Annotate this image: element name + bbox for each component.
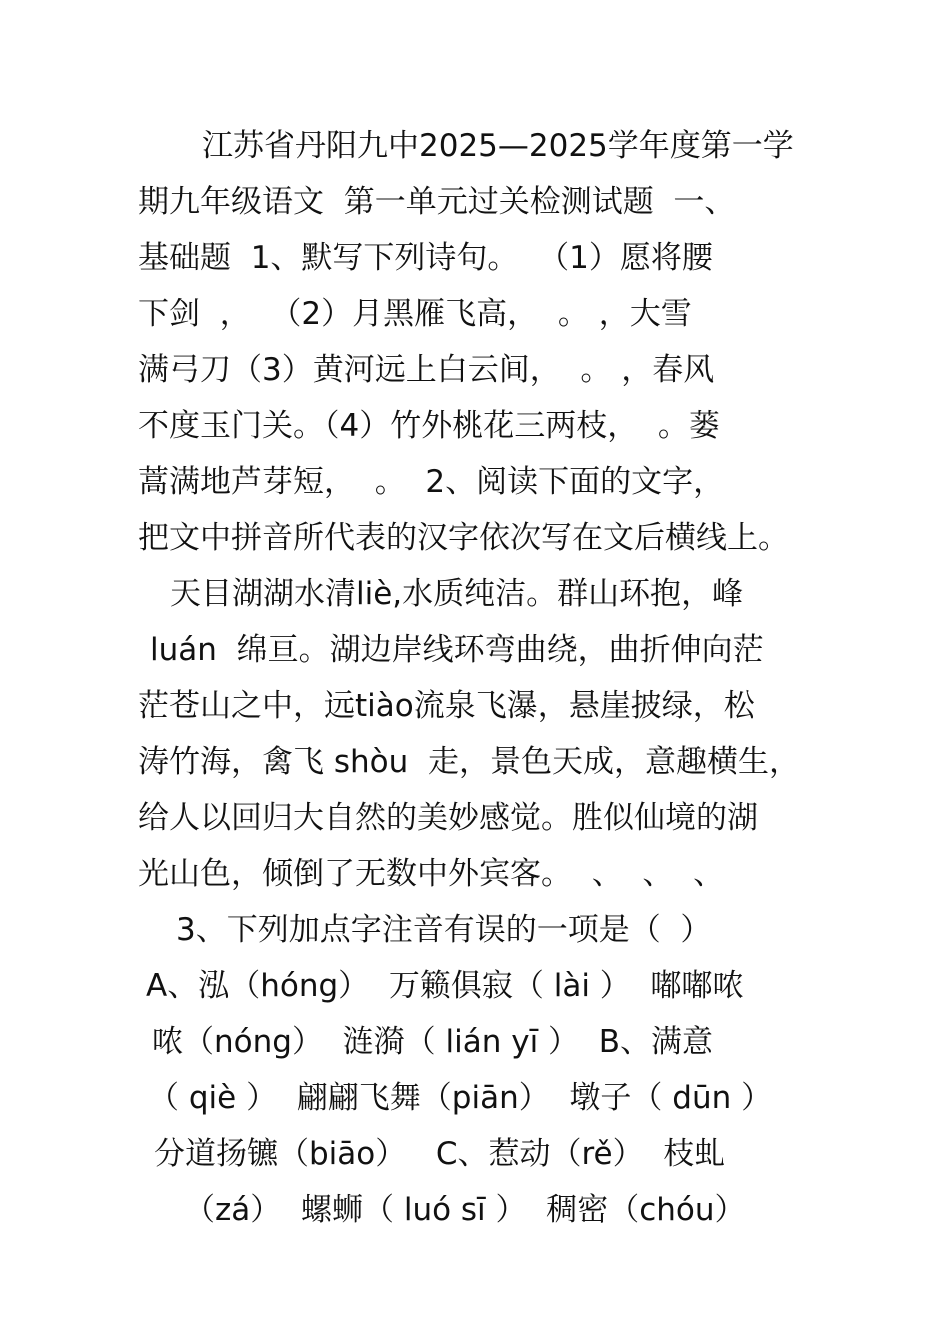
text-line-7: 蒿满地芦芽短， 。 2、阅读下面的文字， xyxy=(138,464,725,500)
text-line-11: 茫苍山之中，远tiào流泉飞瀑，悬崖披绿，松 xyxy=(138,688,755,724)
text-line-10: luán 绵亘。湖边岸线环弯曲绕，曲折伸向茫 xyxy=(150,632,764,668)
text-line-17: 哝（nóng） 涟漪（ lián yī ） B、满意 xyxy=(152,1024,714,1060)
text-line-12: 涛竹海，禽飞 shòu 走，景色天成，意趣横生， xyxy=(138,744,800,780)
text-line-1: 江苏省丹阳九中2025—2025学年度第一学 xyxy=(202,128,794,164)
text-line-15: 3、下列加点字注音有误的一项是（ ） xyxy=(176,912,712,948)
text-line-20: （zá） 螺蛳（ luó sī ） 稠密（chóu） xyxy=(184,1192,746,1228)
text-line-19: 分道扬镳（biāo） C、惹动（rě） 枝虬 xyxy=(154,1136,726,1172)
text-line-18: （ qiè ） 翩翩飞舞（piān） 墩子（ dūn ） xyxy=(148,1080,773,1116)
text-line-8: 把文中拼音所代表的汉字依次写在文后横线上。 xyxy=(138,520,789,556)
text-line-14: 光山色，倾倒了无数中外宾客。 、 、 、 xyxy=(138,856,725,892)
text-line-5: 满弓刀（3）黄河远上白云间， 。 ，春风 xyxy=(138,352,715,388)
text-line-16: A、泓（hóng） 万籁俱寂（ lài ） 嘟嘟哝 xyxy=(146,968,744,1004)
text-line-2: 期九年级语文 第一单元过关检测试题 一、 xyxy=(138,184,736,220)
text-line-3: 基础题 1、默写下列诗句。 （1）愿将腰 xyxy=(138,240,713,276)
text-line-6: 不度玉门关。（4）竹外桃花三两枝， 。蒌 xyxy=(138,408,720,444)
text-line-9: 天目湖湖水清liè,水质纯洁。群山环抱，峰 xyxy=(170,576,744,612)
text-line-13: 给人以回归大自然的美妙感觉。胜似仙境的湖 xyxy=(138,800,758,836)
text-line-4: 下剑 ， （2）月黑雁飞高， 。 ，大雪 xyxy=(138,296,692,332)
